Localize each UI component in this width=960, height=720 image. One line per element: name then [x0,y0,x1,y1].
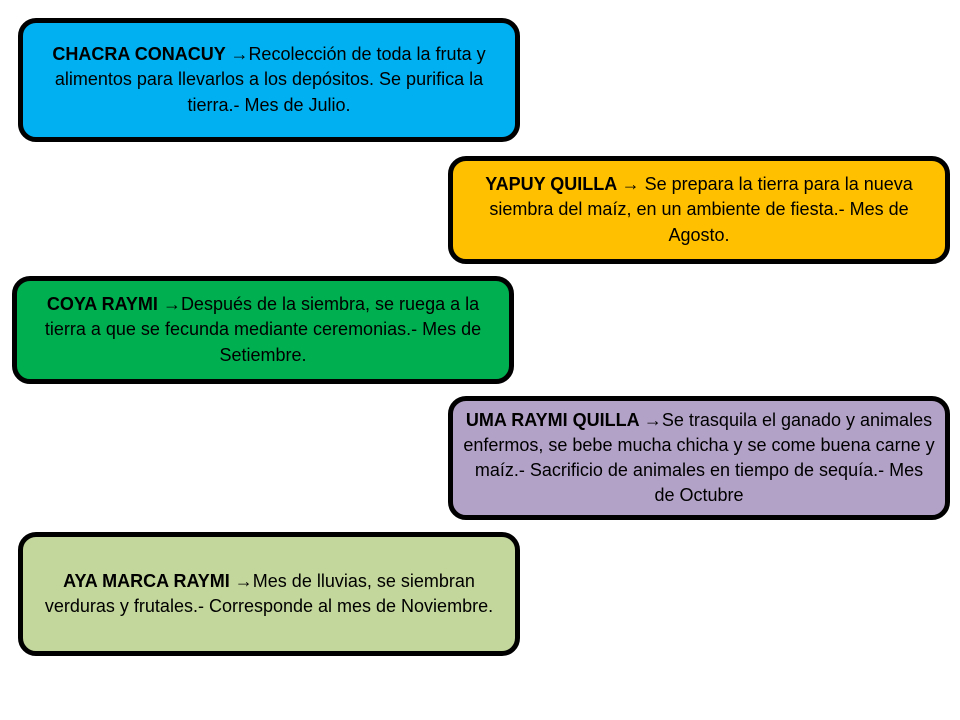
card-title: CHACRA CONACUY [52,44,231,65]
card-body: Mes de lluvias, se siembran verduras y frutales.- Corresponde al mes de Noviembre. [44,570,494,616]
card-title: UMA RAYMI QUILLA [465,409,644,430]
right-arrow-icon: → [162,294,181,315]
right-arrow-icon: → [230,44,249,65]
card-chacra-conacuy [18,18,520,142]
right-arrow-icon: → [621,174,640,195]
card-title: YAPUY QUILLA [485,174,622,195]
card-title: COYA RAYMI [46,294,163,315]
card-coya-raymi [12,276,514,384]
card-uma-raymi-quilla [448,396,950,520]
right-arrow-icon: → [643,409,662,430]
card-text [33,569,505,619]
card-text [27,292,499,368]
card-text [463,172,935,248]
card-text [33,42,505,118]
card-yapuy-quilla [448,156,950,264]
card-body: Se prepara la tierra para la nueva siembra del maíz, en un ambiente de fiesta.- Mes de Agosto. [489,174,913,245]
card-text [463,408,935,509]
right-arrow-icon: → [234,570,253,591]
card-title: AYA MARCA RAYMI [63,570,235,591]
card-aya-marca-raymi [18,532,520,656]
card-body: Después de la siembra, se ruega a la tierra a que se fecunda mediante ceremonias.- Mes de Setiembre. [44,294,482,365]
card-body: Se trasquila el ganado y animales enfermos, se bebe mucha chicha y se come buena carne y maíz.- Sacrificio de animales en tiempo de sequía.- Mes de Octubre [463,409,935,506]
card-body: Recolección de toda la fruta y alimentos para llevarlos a los depósitos. Se purifica la tierra.- Mes de Julio. [54,44,486,115]
